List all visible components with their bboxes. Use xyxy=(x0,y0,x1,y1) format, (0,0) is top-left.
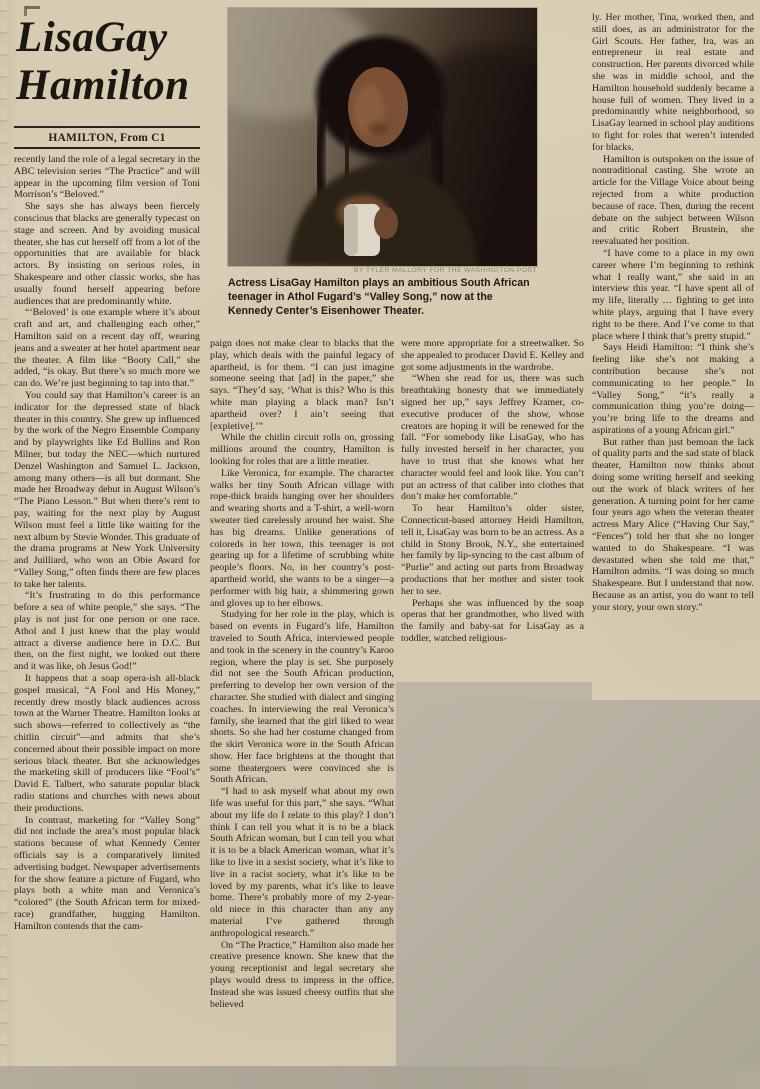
article-paragraph: recently land the role of a legal secretary in the ABC television series “The Practice” and will appear in the upcoming film version of Toni Morrison’s “Beloved.” xyxy=(14,154,200,201)
article-paragraph: While the chitlin circuit rolls on, grossing millions around the country, Hamilton is looking for roles that are a little meatier. xyxy=(210,432,394,467)
photo-illustration xyxy=(228,8,537,266)
article-paragraph: But rather than just bemoan the lack of quality parts and the sad state of black theater, Hamilton now thinks about doing some writing herself and seeking out the work of black writers of her generation. A turning point for her came four years ago when the veteran theater actress Mary Alice (“Having Our Say,” “Fences”) told her that she no longer wanted to do Shakespeare. “I was devastated when she told me that,” Hamilton admits. “I was doing so much Shakespeare. But I understand that now. Because as an artist, you do want to tell your story, your own story.” xyxy=(592,436,754,613)
headline-line-1: LisaGay xyxy=(16,14,168,61)
article-paragraph: She says she has always been fiercely conscious that blacks are generally typecast on stage and screen. And by avoiding musical theater, she has cut herself off from a lot of the opportunities that are available for black actors. By insisting on serious roles, in Shakespeare and other classic works, she has usually found herself appearing before audiences that are predominantly white. xyxy=(14,201,200,307)
article-paragraph: On “The Practice,” Hamilton also made her creative presence known. She knew that the young receptionist and legal secretary she plays would dress to impress in the office. Instead she was issued cheesy outfits that she believed xyxy=(210,939,394,1010)
headline-line-2: Hamilton xyxy=(16,62,190,110)
article-paragraph: Studying for her role in the play, which is based on events in Fugard’s life, Hamilton traveled to South Africa, interviewed people and took in the scenery in the country’s Karoo region, where the play is set. She purposely did not see the South African production, preferring to develop her own version of the character. She studied with dialect and singing coaches. In interviewing the real Veronica’s family, she learned that the girl liked to wear shorts. So she had her costume changed from the skirt Veronica wore in the South African show. Her face brightens at the thought that some theatergoers were convinced she is South African. xyxy=(210,609,394,786)
article-paragraph: Perhaps she was influenced by the soap operas that her grandmother, who lived with the family and baby-sat for LisaGay as a toddler, watched religious- xyxy=(401,597,584,644)
page-bottom-edge xyxy=(0,1066,760,1089)
continuation-slug: HAMILTON, From C1 xyxy=(14,126,200,149)
text-column-2 xyxy=(210,338,394,1066)
article-paragraph: “I had to ask myself what about my own life was useful for this part,” she says. “What about my life do I relate to this play? I don’t think I can tell you what it is to be a black South African woman, but I can tell you what it is to be a black American woman, what it’s like to live in a sexist society, what it’s like to live in a racist society, what it’s like to be loved by my parents, what it’s like to leave home. There’s probably more of my 2-year-old niece in this character than any any material I’ve gathered through anthropological research.” xyxy=(210,786,394,939)
article-paragraph: Like Veronica, for example. The character walks her tiny South African village with rope-thick braids hanging over her shoulders and wearing shorts and a T-shirt, a well-worn sweater tied carelessly around her waist. She has big dreams. Unlike generations of coloreds in her town, this teenager is not gearing up for a lifetime of scrubbing white people’s floors. No, in her country’s post-apartheid world, she wants to be a singer—a performer with big hair, a shimmering gown and gloves up to her elbows. xyxy=(210,467,394,609)
cup-shading xyxy=(344,204,358,256)
mouth-shadow xyxy=(368,122,388,134)
blank-newsprint-area xyxy=(396,700,760,1066)
article-paragraph: “‘Beloved’ is one example where it’s about craft and art, and challenging each other,” Hamilton said on a recent day off, wearing jeans and a sweater at her hotel apartment near the theater. A film like “Booty Call,” she added, “is okay. But there’s so much more we can do. We’re just beginning to tap into that.” xyxy=(14,307,200,390)
article-paragraph: Hamilton is outspoken on the issue of nontraditional casting. She wrote an article for the Village Voice about being rejected from a white production because of race. Then, during the recent debate on the subject between Wilson and critic Robert Brustein, she reevaluated her position. xyxy=(592,153,754,248)
blank-newsprint-notch xyxy=(396,682,592,702)
fingers xyxy=(374,207,398,239)
text-column-1 xyxy=(14,154,200,1062)
article-paragraph: ly. Her mother, Tina, worked then, and still does, as an administrator for the Girl Scouts. Her father, Ira, was an entrepreneur in real estate and construction. Her parents divorced while she was in middle school, and the Hamilton household suddenly became a house full of women. They lived in a predominantly white neighborhood, so LisaGay learned in school play auditions to fight for roles that weren’t intended for blacks. xyxy=(592,12,754,153)
article-paragraph: To hear Hamilton’s older sister, Connecticut-based attorney Heidi Hamilton, tell it, LisaGay was born to be an actress. As a child in Stony Brook, N.Y., she entertained her family by lip-syncing to the cast album of “Purlie” and acting out parts from Broadway productions that her mother and sister took her to see. xyxy=(401,503,584,597)
text-column-4 xyxy=(592,12,754,712)
text-column-3 xyxy=(401,338,584,678)
article-paragraph: paign does not make clear to blacks that the play, which deals with the painful legacy of apartheid, is for them. “I can just imagine someone seeing that [ad] in the paper,” she says. “They’d say, ‘What is this? Who is this white man playing a black man? Isn’t apartheid over? I ain’t seeing that [expletive].’” xyxy=(210,338,394,432)
article-headline xyxy=(16,14,222,110)
crop-mark xyxy=(26,6,40,9)
article-photo xyxy=(228,8,537,266)
article-paragraph: Says Heidi Hamilton: “I think she’s feeling like she’s not making a contribution because she’s not communicating to her people.” In “Valley Song,” “it’s really a communication thing you’re doing—you’re bring life to the dreams and aspirations of a young African girl.” xyxy=(592,342,754,436)
article-paragraph: were more appropriate for a streetwalker. So she appealed to producer David E. Kelley and got some adjustments in the wardrobe. xyxy=(401,338,584,373)
photo-credit: BY TYLER MALLORY FOR THE WASHINGTON POST xyxy=(353,267,537,274)
article-paragraph: “When she read for us, there was such breathtaking honesty that we immediately signed her up,” says Jeffrey Kramer, co-executive producer of the show, whose creators are hoping it will be renewed for the fall. “For somebody like LisaGay, who has fully invested herself in her character, you have to trust that she knows what her character would feel and look like. You can’t put an actress of that caliber into clothes that don’t make her comfortable.” xyxy=(401,373,584,503)
article-paragraph: You could say that Hamilton’s career is an indicator for the depressed state of black theater in this country. She grew up influenced by the work of the Negro Ensemble Company and by playwrights like Ed Bullins and Ron Milner, but today the NEC—which nurtured Denzel Washington and Samuel L. Jackson, among many others—is all but dormant. She made her Broadway debut in August Wilson’s “The Piano Lesson.” But when there’s rent to pay, waiting for the next play by August Wilson must feel a little like waiting for the next album by Stevie Wonder. This graduate of the drama programs at New York University and Juilliard, who won an Obie Award for “Valley Song,” often finds there are few places to take her talents. xyxy=(14,389,200,590)
article-paragraph: In contrast, marketing for “Valley Song” did not include the area’s most popular black stations because of what Kennedy Center officials say is a comparatively limited advertising budget. Newspaper advertisements for the show feature a picture of Fugard, who plays both a white man and Veronica’s “colored” (the South African term for mixed-race) grandfather, hugging Hamilton. Hamilton contends that the cam- xyxy=(14,814,200,932)
torn-paper-edge xyxy=(0,0,7,1089)
article-paragraph: It happens that a soap opera-ish all-black gospel musical, “A Fool and His Money,” recently drew mostly black audiences across town at the Warner Theatre. Hamilton looks at such shows—referred to collectively as “the chitlin circuit”—and admits that she’s concerned about their possible impact on more serious black theater. But she acknowledges the marketing skill of producers like “Fool’s” David E. Talbert, who saturate popular black radio stations and churches with news about their productions. xyxy=(14,673,200,814)
article-paragraph: “It’s frustrating to do this performance before a sea of white people,” she says. “The play is not just for one person or one race. Athol and I just knew that the play would attract a diverse audience here in D.C. But then, on the first night, we looked out there and it was like, oh Jesus God!” xyxy=(14,590,200,673)
article-paragraph: “I have come to a place in my own career where I’m beginning to rethink what I really want,” she said in an interview this year. “I have spent all of my life, literally … fighting to get into white plays, arguing that I have every right to be there. And I’ve come to that place where I think that’s pretty stupid.” xyxy=(592,247,754,342)
photo-caption: Actress LisaGay Hamilton plays an ambitious South African teenager in Athol Fugard’s “Valley Song,” now at the Kennedy Center’s Eisenhower Theater. xyxy=(228,277,530,317)
